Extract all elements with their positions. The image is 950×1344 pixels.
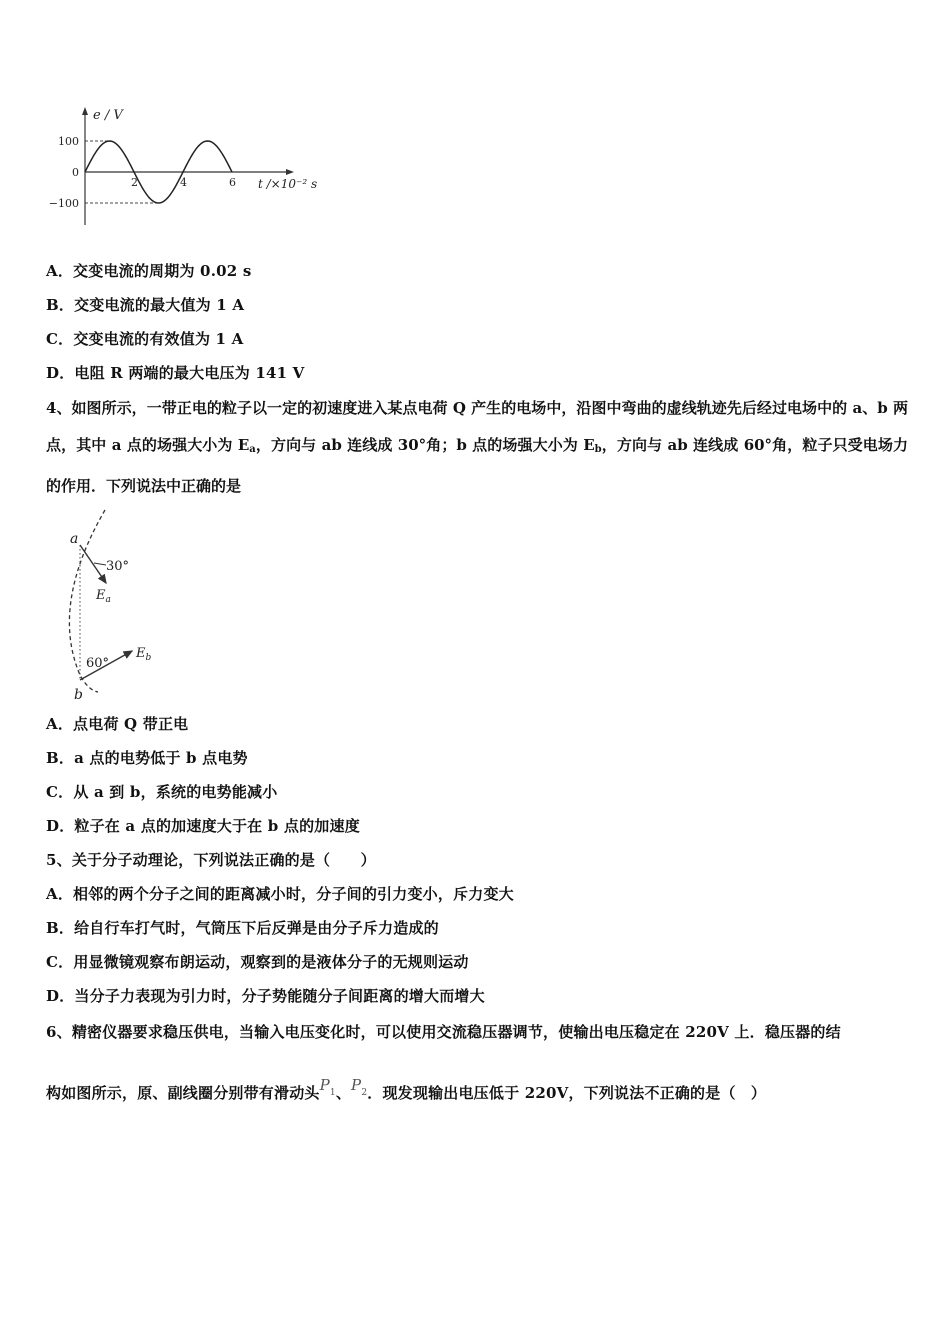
field-a-label: $E_a$ bbox=[96, 588, 111, 605]
slider-p1: $P_1$ bbox=[319, 1076, 336, 1098]
point-a-label: a bbox=[70, 531, 79, 547]
angle-b-label: 60° bbox=[86, 656, 110, 671]
x-tick-label: 4 bbox=[180, 176, 187, 189]
q5-option-b: B．给自行车打气时，气筒压下后反弹是由分子斥力造成的 bbox=[46, 919, 439, 937]
x-tick-label: 6 bbox=[229, 176, 236, 189]
emf-time-chart bbox=[40, 95, 340, 235]
q4-option-d: D．粒子在 a 点的加速度大于在 b 点的加速度 bbox=[46, 817, 360, 835]
q4-option-a: A．点电荷 Q 带正电 bbox=[46, 715, 189, 733]
q3-option-b: B．交变电流的最大值为 1 A bbox=[46, 296, 245, 314]
q6-stem-line-2: 构如图所示，原、副线圈分别带有滑动头$P_1$、$P_2$．现发现输出电压低于 220V，下列说法不正确的是（ ） bbox=[46, 1076, 767, 1102]
angle-a-leader bbox=[94, 563, 106, 565]
q6-stem-line-1: 6、精密仪器要求稳压供电，当输入电压变化时，可以使用交流稳压器调节，使输出电压稳定在 220V 上．稳压器的结 bbox=[46, 1023, 841, 1041]
angle-a-label: 30° bbox=[106, 559, 130, 574]
point-b-label: b bbox=[74, 687, 83, 703]
q4-option-c: C．从 a 到 b，系统的电势能减小 bbox=[46, 783, 278, 801]
slider-p2: $P_2$ bbox=[351, 1076, 368, 1098]
y-tick-label: 0 bbox=[72, 166, 79, 179]
field-trajectory-figure bbox=[60, 505, 180, 705]
x-axis-label: t /×10⁻² s bbox=[258, 177, 318, 191]
q5-stem: 5、关于分子动理论，下列说法正确的是（ ） bbox=[46, 851, 376, 869]
y-axis-label: e / V bbox=[93, 108, 123, 123]
y-tick-label: −100 bbox=[48, 197, 79, 210]
q5-option-a: A．相邻的两个分子之间的距离减小时，分子间的引力变小，斥力变大 bbox=[46, 885, 514, 903]
y-axis-arrow bbox=[82, 107, 88, 115]
x-axis-arrow bbox=[286, 169, 294, 175]
x-tick-label: 2 bbox=[131, 176, 138, 189]
q3-option-a: A．交变电流的周期为 0.02 s bbox=[46, 262, 252, 280]
q3-option-c: C．交变电流的有效值为 1 A bbox=[46, 330, 244, 348]
y-tick-label: 100 bbox=[58, 135, 79, 148]
q4-option-b: B．a 点的电势低于 b 点电势 bbox=[46, 749, 248, 767]
q5-option-c: C．用显微镜观察布朗运动，观察到的是液体分子的无规则运动 bbox=[46, 953, 469, 971]
q5-option-d: D．当分子力表现为引力时，分子势能随分子间距离的增大而增大 bbox=[46, 987, 485, 1005]
q3-option-d: D．电阻 R 两端的最大电压为 141 V bbox=[46, 364, 305, 382]
q4-stem: 4、如图所示，一带正电的粒子以一定的初速度进入某点电荷 Q 产生的电场中，沿图中弯曲的虚线轨迹先后经过电场中的 a、b 两点，其中 a 点的场强大小为 $E_a$，方向与 ab 连线成 30°角；b 点的场强大小为 $E_b$，方向与 ab 连线成 60°角，粒子只受电场力的作用．下列说法中正确的是 bbox=[46, 399, 908, 495]
field-b-label: $E_b$ bbox=[136, 646, 152, 663]
